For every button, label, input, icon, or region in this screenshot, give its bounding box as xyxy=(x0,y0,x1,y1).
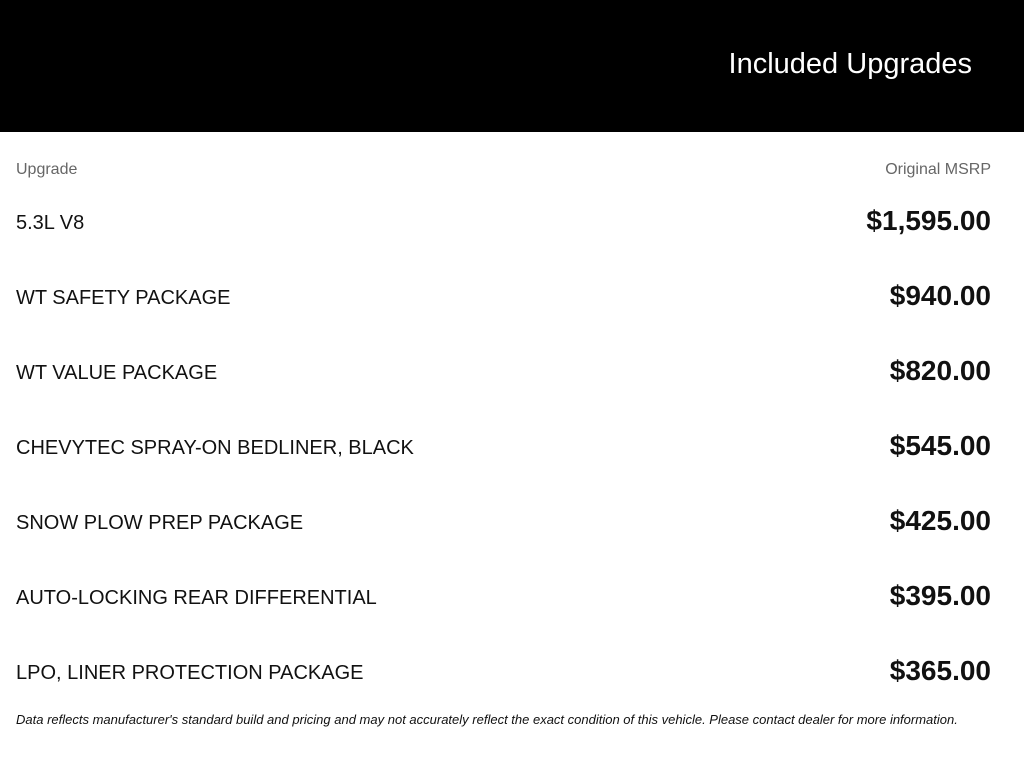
upgrade-price: $1,595.00 xyxy=(866,205,991,236)
upgrade-name: CHEVYTEC SPRAY-ON BEDLINER, BLACK xyxy=(16,437,414,459)
table-row xyxy=(16,647,991,722)
table-row xyxy=(16,497,991,572)
upgrade-price: $940.00 xyxy=(889,280,991,311)
upgrade-price: $820.00 xyxy=(889,355,991,386)
table-row xyxy=(16,572,991,647)
upgrade-price: $365.00 xyxy=(889,655,991,686)
upgrade-name: WT VALUE PACKAGE xyxy=(16,362,218,384)
upgrade-name: WT SAFETY PACKAGE xyxy=(16,287,231,309)
column-header-upgrade: Upgrade xyxy=(16,161,78,178)
upgrades-list xyxy=(16,197,991,722)
table-row xyxy=(16,272,991,347)
table-header xyxy=(16,161,991,181)
upgrade-price: $425.00 xyxy=(889,505,991,536)
page-title: Included Upgrades xyxy=(728,48,972,80)
column-header-msrp: Original MSRP xyxy=(885,161,991,178)
header-banner xyxy=(0,0,1024,132)
upgrade-name: AUTO-LOCKING REAR DIFFERENTIAL xyxy=(16,587,377,609)
table-row xyxy=(16,422,991,497)
upgrade-price: $545.00 xyxy=(889,430,991,461)
table-row xyxy=(16,197,991,272)
disclaimer-text: Data reflects manufacturer's standard build and pricing and may not accurately reflect the exact condition of this vehicle. Please contact dealer for more information. xyxy=(16,712,958,727)
upgrade-name: SNOW PLOW PREP PACKAGE xyxy=(16,512,304,534)
upgrade-price: $395.00 xyxy=(889,580,991,611)
upgrade-name: 5.3L V8 xyxy=(16,212,85,234)
upgrade-name: LPO, LINER PROTECTION PACKAGE xyxy=(16,662,364,684)
table-row xyxy=(16,347,991,422)
